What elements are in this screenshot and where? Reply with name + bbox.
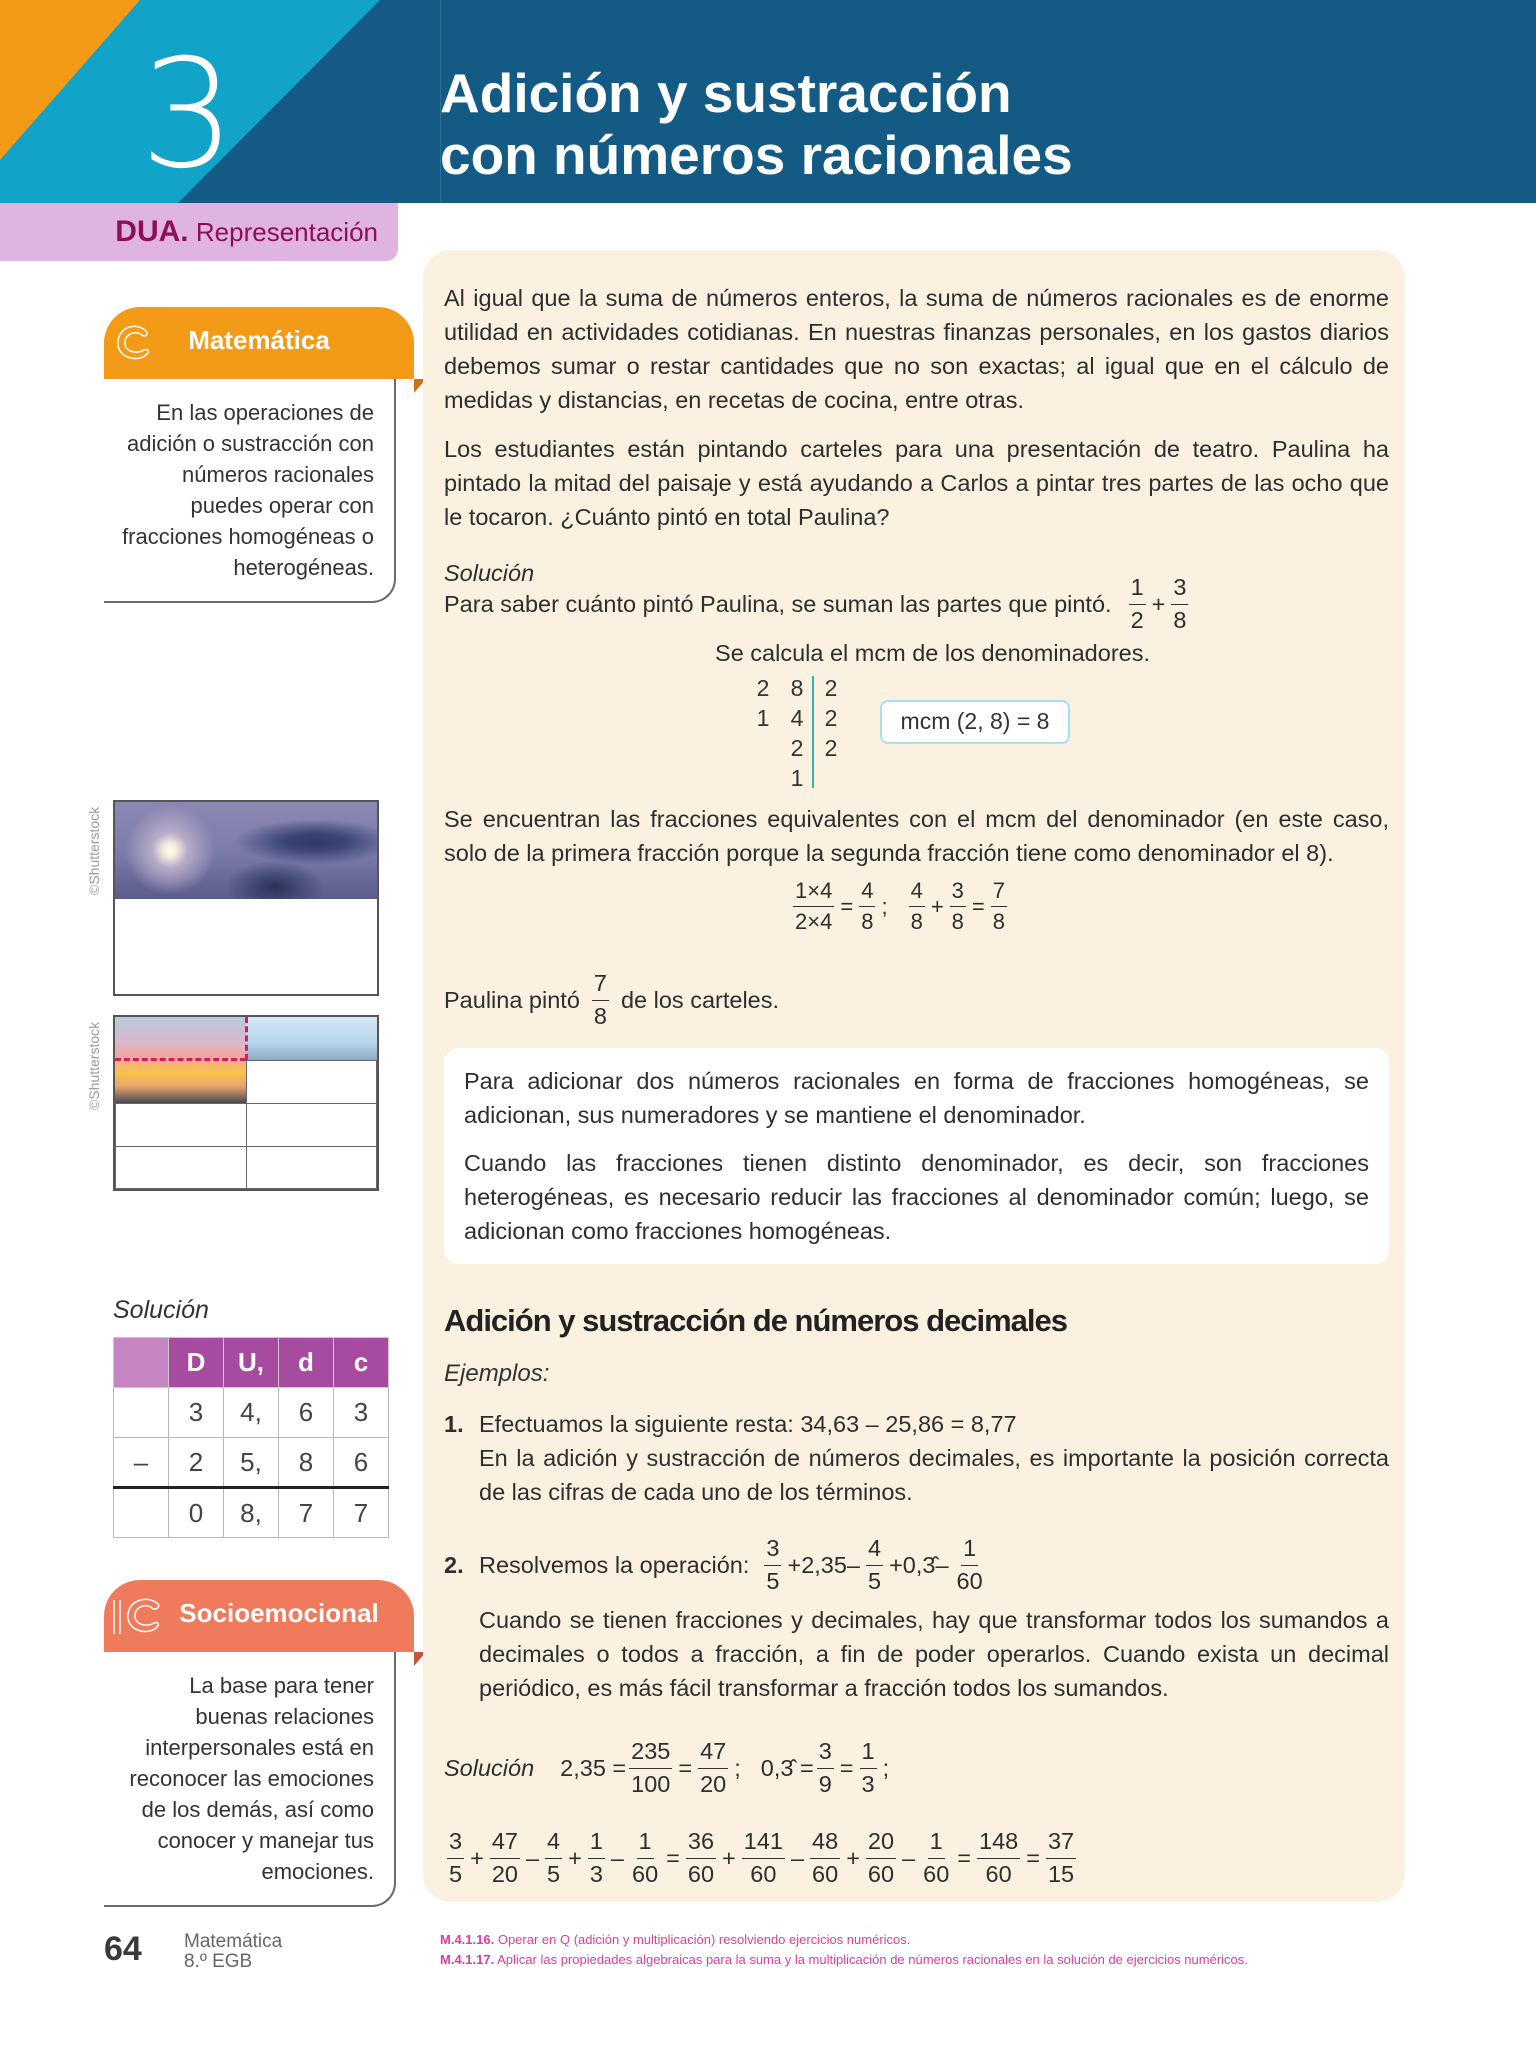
rule-homogeneous: Para adicionar dos números racionales en forma de fracciones homogéneas, se adicionan, sus numeradores y se mantiene el denominador. <box>464 1068 1369 1128</box>
operator: = <box>957 1845 972 1871</box>
result-line: Paulina pintó $\frac{7}{8}$ de los carteles. <box>444 970 780 1029</box>
fraction: $\frac{148}{60}$ <box>979 1828 1019 1887</box>
fraction: $\frac{1}{60}$ <box>923 1828 950 1887</box>
operator: + <box>846 1845 860 1871</box>
grid-cell <box>246 1060 377 1104</box>
table-cell: 6 <box>279 1388 334 1438</box>
fraction: $\frac{1}{3}$ <box>861 1738 875 1797</box>
operator: = <box>666 1845 680 1871</box>
table-header <box>114 1338 169 1388</box>
equivalent-fractions: $\frac{1\times 4}{2\times 4}$ = $\frac{4}{8}$ ; $\frac{4}{8}$ + $\frac{3}{8}$ = $\frac{7}{8}$ <box>795 878 1006 934</box>
step-1-expression: $\frac{1}{2}$ + $\frac{3}{8}$ <box>1130 574 1187 633</box>
fraction: $\frac{1}{60}$ <box>956 1535 983 1594</box>
table-cell: – <box>114 1438 169 1488</box>
socioemocional-tag-label: Socioemocional <box>179 1598 379 1628</box>
matematica-tag-label: Matemática <box>188 325 330 355</box>
section-heading: Adición y sustracción de números decimales <box>444 1303 1068 1338</box>
fraction: $\frac{20}{60}$ <box>867 1828 895 1887</box>
operator: + <box>470 1845 484 1871</box>
operator: + <box>568 1845 582 1871</box>
table-header: c <box>334 1338 389 1388</box>
table-cell: 2 <box>169 1438 224 1488</box>
table-cell: 5, <box>224 1438 279 1488</box>
fraction: $\frac{1}{3}$ <box>589 1828 603 1887</box>
fraction: $\frac{4}{8}$ <box>861 878 874 934</box>
matematica-text: En las operaciones de adición o sustracción con números racionales puedes operar con fracciones homogéneas o heterogéneas. <box>104 379 396 603</box>
table-cell <box>114 1388 169 1438</box>
table-cell: 7 <box>279 1488 334 1538</box>
fraction: $\frac{3}{9}$ <box>818 1738 832 1797</box>
operator: – <box>610 1845 624 1871</box>
table-header: U, <box>224 1338 279 1388</box>
fraction: $\frac{1}{60}$ <box>632 1828 659 1887</box>
dashed-divider-horizontal <box>115 1058 246 1061</box>
mcm-factorization: 2 8 2 1 4 2 2 2 1 <box>756 675 838 791</box>
page-number: 64 <box>104 1930 142 1968</box>
table-cell: 7 <box>334 1488 389 1538</box>
fraction: $\frac{3}{8}$ <box>951 878 964 934</box>
landscape-painting-half <box>113 800 379 996</box>
matematica-note <box>104 307 414 603</box>
fraction: $\frac{4}{8}$ <box>910 878 923 934</box>
solution-label: Solución <box>444 560 535 586</box>
grid-cell <box>246 1146 377 1189</box>
fraction: $\frac{36}{60}$ <box>687 1828 715 1887</box>
grid-cell <box>115 1146 247 1189</box>
fraction: $\frac{7}{8}$ <box>593 970 607 1029</box>
matematica-tag <box>104 307 414 379</box>
fraction: $\frac{235}{100}$ <box>631 1738 671 1797</box>
fraction: $\frac{1}{2}$ <box>1130 574 1144 633</box>
table-header: d <box>279 1338 334 1388</box>
fraction: $\frac{37}{15}$ <box>1047 1828 1075 1887</box>
mcm-result-box: mcm (2, 8) = 8 <box>880 700 1070 744</box>
operator: – <box>790 1845 805 1871</box>
page-title <box>440 62 1520 186</box>
operator: – <box>902 1845 916 1871</box>
fraction: $\frac{48}{60}$ <box>812 1828 839 1887</box>
dua-label: DUA. Representación <box>115 215 378 248</box>
table-cell: 4, <box>224 1388 279 1438</box>
step-1-text: Para saber cuánto pintó Paulina, se suman las partes que pintó. <box>444 591 1112 617</box>
example-2-text: Cuando se tienen fracciones y decimales, hay que transformar todos los sumandos a decimales o todos a fracción, a fin de poder operarlos. Cuando exista un decimal periódico, es más fácil transformar a fracción todos los sumandos. <box>479 1607 1389 1701</box>
solution-2-line-2 <box>444 1818 1389 1898</box>
operator: = <box>1026 1845 1040 1871</box>
title-line-2: con números racionales <box>440 124 1073 186</box>
table-cell: 6 <box>334 1438 389 1488</box>
rule-box <box>444 1048 1389 1264</box>
place-value-table <box>113 1337 389 1538</box>
fraction: $\frac{3}{8}$ <box>1173 574 1187 633</box>
table-cell: 8 <box>279 1438 334 1488</box>
table-cell: 3 <box>334 1388 389 1438</box>
example-1: 1. Efectuamos la siguiente resta: 34,63 – 25,86 = 8,77 <box>444 1411 1017 1437</box>
grid-cell <box>246 1103 377 1147</box>
socioemocional-tag <box>104 1580 414 1652</box>
solution-label: Solución <box>113 1296 209 1324</box>
operator: – <box>525 1845 540 1871</box>
socioemocional-text: La base para tener buenas relaciones interpersonales está en reconocer las emociones de los demás, así como conocer y manejar tus emociones. <box>104 1652 396 1907</box>
example-2: 2. Resolvemos la operación: $\frac{3}{5}$ +2,35– $\frac{4}{5}$ +0,3̂– $\frac{1}{60}$ <box>444 1535 983 1594</box>
step-2: Se calcula el mcm de los denominadores. <box>715 640 1150 666</box>
chapter-header <box>0 0 1536 203</box>
operator: + <box>722 1845 736 1871</box>
fraction: $\frac{3}{5}$ <box>449 1828 463 1887</box>
dua-tab <box>0 203 398 261</box>
grid-cell <box>115 1103 247 1147</box>
table-row <box>114 1488 389 1538</box>
fraction: $\frac{4}{5}$ <box>868 1535 882 1594</box>
examples-label: Ejemplos: <box>444 1360 550 1387</box>
table-header-row <box>114 1338 389 1388</box>
standard-1: M.4.1.16. Operar en Q (adición y multiplicación) resolviendo ejercicios numéricos. <box>440 1932 911 1947</box>
solution-2-line-1: Solución 2,35 = $\frac{235}{100}$ = $\frac{47}{20}$ ; 0,3̂ = $\frac{3}{9}$ = $\frac{1}{3}$ ; <box>444 1738 890 1797</box>
fraction: $\frac{7}{8}$ <box>992 878 1006 934</box>
sunset-image-right <box>246 1017 377 1060</box>
fraction: $\frac{3}{5}$ <box>766 1535 780 1594</box>
table-header: D <box>169 1338 224 1388</box>
image-credit: ©Shutterstock <box>86 806 102 895</box>
fraction: $\frac{1\times 4}{2\times 4}$ <box>795 878 833 934</box>
fraction: $\frac{47}{20}$ <box>700 1738 727 1797</box>
table-cell: 0 <box>169 1488 224 1538</box>
night-landscape-image <box>115 802 377 899</box>
image-credit: ©Shutterstock <box>86 1021 102 1110</box>
socioemocional-note <box>104 1580 414 1907</box>
intro-paragraph: Al igual que la suma de números enteros, la suma de números racionales es de enorme utilidad en actividades cotidianas. En nuestras finanzas personales, en los gastos diarios debemos sumar o restar cantidades que no son exactas; al igual que en el cálculo de medidas y distancias, en recetas de cocina, entre otras. <box>444 285 1389 413</box>
table-cell <box>114 1488 169 1538</box>
standard-2: M.4.1.17. Aplicar las propiedades algebraicas para la suma y la multiplicación de números racionales en la solución de ejercicios numéricos. <box>440 1952 1248 1967</box>
step-1 <box>444 574 1389 634</box>
table-cell: 3 <box>169 1388 224 1438</box>
fraction: $\frac{141}{60}$ <box>743 1828 783 1887</box>
table-cell: 8, <box>224 1488 279 1538</box>
curriculum-standards <box>440 1930 1248 1970</box>
step-3: Se encuentran las fracciones equivalentes con el mcm del denominador (en este caso, solo de la primera fracción porque la segunda fracción tiene como denominador el 8). <box>444 806 1389 866</box>
footer-subject: Matemática 8.º EGB <box>184 1931 283 1972</box>
fraction: $\frac{47}{20}$ <box>491 1828 518 1887</box>
sunset-painting-eighths <box>113 1015 379 1191</box>
problem-paragraph: Los estudiantes están pintando carteles para una presentación de teatro. Paulina ha pintado la mitad del paisaje y está ayudando a Carlos a pintar tres partes de las ocho que le tocaron. ¿Cuánto pintó en total Paulina? <box>444 436 1389 530</box>
example-1-text: En la adición y sustracción de números decimales, es importante la posición correcta de las cifras de cada uno de los términos. <box>479 1445 1389 1505</box>
factorization-divider <box>812 676 814 788</box>
table-row <box>114 1438 389 1488</box>
table-row <box>114 1388 389 1438</box>
fraction: $\frac{4}{5}$ <box>547 1828 561 1887</box>
title-line-1: Adición y sustracción <box>440 62 1012 124</box>
chapter-number: 3 <box>140 28 236 202</box>
dashed-divider-vertical <box>245 1017 248 1060</box>
rule-heterogeneous: Cuando las fracciones tienen distinto denominador, es decir, son fracciones heterogéneas, es necesario reducir las fracciones al denominador común; luego, se adicionan como fracciones homogéneas. <box>464 1150 1369 1244</box>
